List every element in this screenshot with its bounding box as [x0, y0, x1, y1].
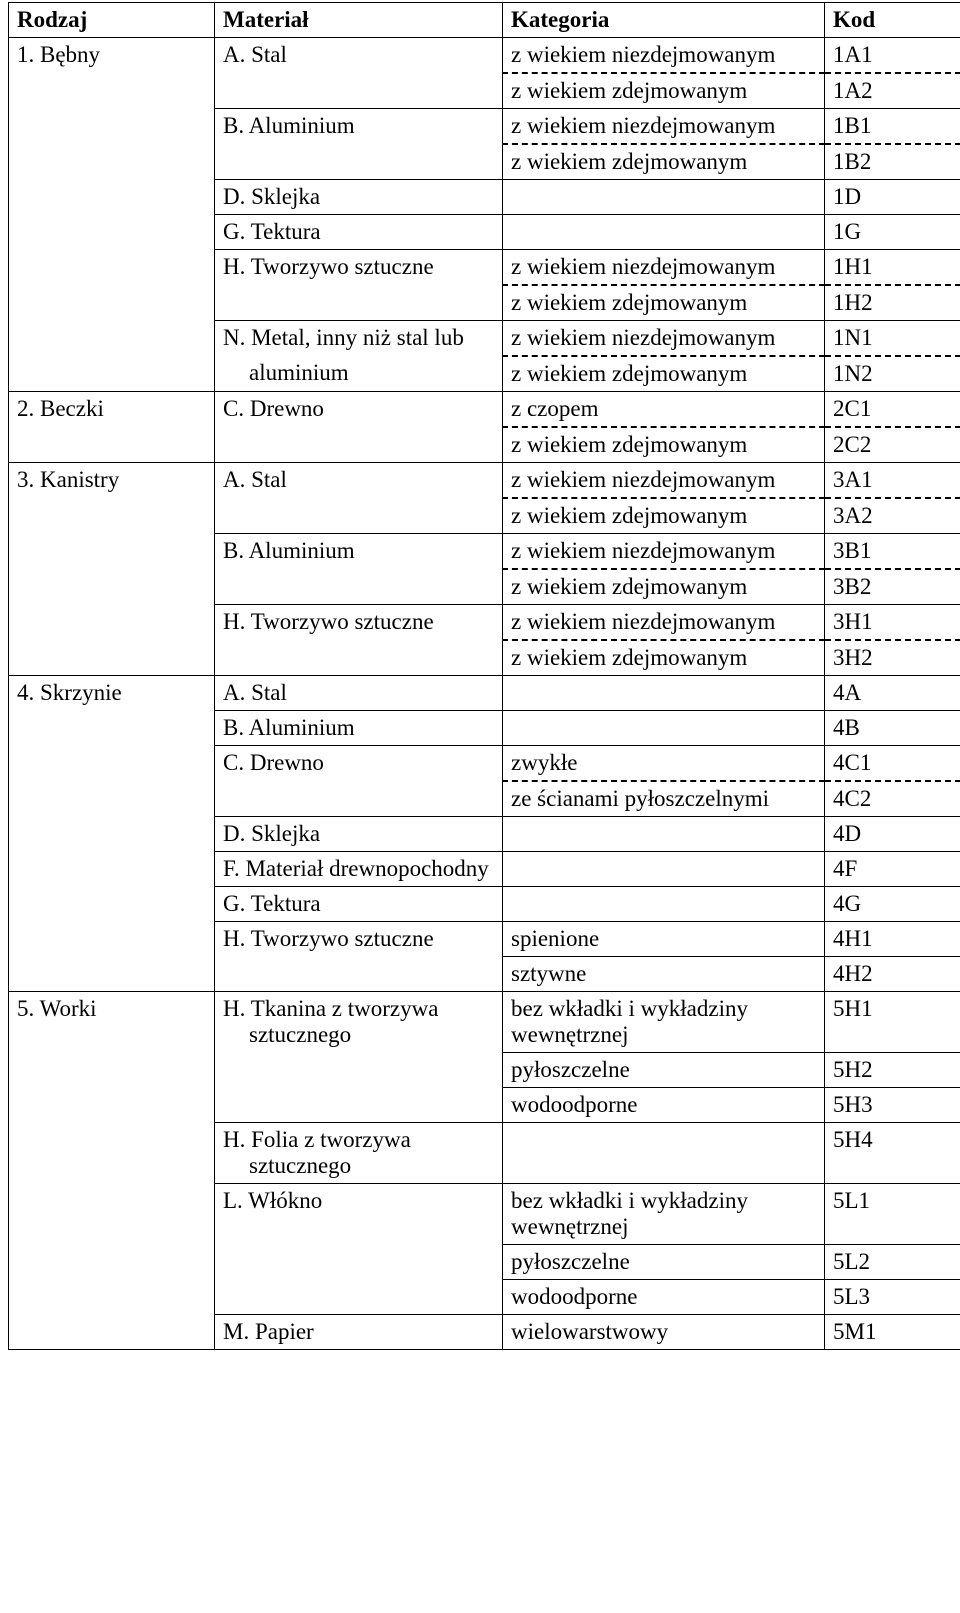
type-cell: 4. Skrzynie: [9, 676, 215, 992]
code-cell: 5H3: [825, 1088, 960, 1123]
code-cell: 4F: [825, 852, 960, 887]
category-cell: [503, 852, 825, 887]
material-cell: N. Metal, inny niż stal lub: [215, 321, 503, 357]
material-cell: aluminium: [215, 356, 503, 392]
category-cell: z wiekiem niezdejmowanym: [503, 250, 825, 286]
category-cell: [503, 817, 825, 852]
material-cell: H. Folia z tworzywa sztucznego: [215, 1123, 503, 1184]
material-cell: B. Aluminium: [215, 711, 503, 746]
code-cell: 4C2: [825, 781, 960, 817]
code-cell: 1B2: [825, 144, 960, 180]
category-cell: zwykłe: [503, 746, 825, 782]
code-cell: 2C1: [825, 392, 960, 428]
header-material: Materiał: [215, 3, 503, 38]
table-row: [9, 676, 960, 711]
header-kod: Kod: [825, 3, 960, 38]
category-cell: [503, 180, 825, 215]
code-cell: 1D: [825, 180, 960, 215]
category-cell: z wiekiem niezdejmowanym: [503, 463, 825, 499]
material-cell: B. Aluminium: [215, 109, 503, 180]
code-cell: 4B: [825, 711, 960, 746]
code-cell: 3H2: [825, 640, 960, 676]
code-cell: 5L1: [825, 1184, 960, 1245]
code-cell: 5L3: [825, 1280, 960, 1315]
code-cell: 1B1: [825, 109, 960, 145]
code-cell: 4H1: [825, 922, 960, 957]
type-cell: 1. Bębny: [9, 38, 215, 392]
table-row: [9, 992, 960, 1053]
category-cell: [503, 887, 825, 922]
category-cell: wodoodporne: [503, 1280, 825, 1315]
category-cell: z wiekiem zdejmowanym: [503, 640, 825, 676]
category-cell: z wiekiem niezdejmowanym: [503, 321, 825, 357]
material-cell: D. Sklejka: [215, 180, 503, 215]
category-cell: [503, 711, 825, 746]
material-cell: C. Drewno: [215, 746, 503, 817]
code-cell: 5L2: [825, 1245, 960, 1280]
code-cell: 5M1: [825, 1315, 960, 1350]
category-cell: z wiekiem niezdejmowanym: [503, 534, 825, 570]
code-cell: 1H2: [825, 285, 960, 321]
code-cell: 3A1: [825, 463, 960, 499]
category-cell: bez wkładki i wykładziny wewnętrznej: [503, 1184, 825, 1245]
category-cell: z wiekiem zdejmowanym: [503, 144, 825, 180]
category-cell: z wiekiem zdejmowanym: [503, 498, 825, 534]
code-cell: 3B1: [825, 534, 960, 570]
material-cell: B. Aluminium: [215, 534, 503, 605]
type-cell: 2. Beczki: [9, 392, 215, 463]
code-cell: 2C2: [825, 427, 960, 463]
material-cell: A. Stal: [215, 38, 503, 109]
category-cell: z wiekiem niezdejmowanym: [503, 605, 825, 641]
code-cell: 1A2: [825, 73, 960, 109]
code-cell: 4A: [825, 676, 960, 711]
code-cell: 1N1: [825, 321, 960, 357]
code-cell: 4H2: [825, 957, 960, 992]
category-cell: z wiekiem zdejmowanym: [503, 285, 825, 321]
category-cell: z wiekiem niezdejmowanym: [503, 109, 825, 145]
material-cell: A. Stal: [215, 676, 503, 711]
code-cell: 4G: [825, 887, 960, 922]
category-cell: [503, 676, 825, 711]
category-cell: bez wkładki i wykładziny wewnętrznej: [503, 992, 825, 1053]
category-cell: pyłoszczelne: [503, 1053, 825, 1088]
code-cell: 5H2: [825, 1053, 960, 1088]
category-cell: sztywne: [503, 957, 825, 992]
category-cell: z wiekiem zdejmowanym: [503, 427, 825, 463]
header-kategoria: Kategoria: [503, 3, 825, 38]
category-cell: z wiekiem zdejmowanym: [503, 569, 825, 605]
material-cell: G. Tektura: [215, 215, 503, 250]
code-cell: 1N2: [825, 356, 960, 392]
material-cell: L. Włókno: [215, 1184, 503, 1315]
code-cell: 5H4: [825, 1123, 960, 1184]
category-cell: z wiekiem niezdejmowanym: [503, 38, 825, 74]
material-cell: A. Stal: [215, 463, 503, 534]
table-header-row: [9, 3, 960, 38]
code-cell: 4C1: [825, 746, 960, 782]
category-cell: z wiekiem zdejmowanym: [503, 356, 825, 392]
header-rodzaj: Rodzaj: [9, 3, 215, 38]
category-cell: [503, 1123, 825, 1184]
material-cell: D. Sklejka: [215, 817, 503, 852]
code-cell: 3B2: [825, 569, 960, 605]
material-cell: H. Tworzywo sztuczne: [215, 250, 503, 321]
table-row: [9, 38, 960, 74]
code-cell: 1A1: [825, 38, 960, 74]
category-cell: spienione: [503, 922, 825, 957]
table-row: [9, 463, 960, 499]
category-cell: z czopem: [503, 392, 825, 428]
code-cell: 3H1: [825, 605, 960, 641]
type-cell: 3. Kanistry: [9, 463, 215, 676]
category-cell: pyłoszczelne: [503, 1245, 825, 1280]
code-cell: 4D: [825, 817, 960, 852]
material-cell: F. Materiał drewnopochodny: [215, 852, 503, 887]
category-cell: z wiekiem zdejmowanym: [503, 73, 825, 109]
material-cell: M. Papier: [215, 1315, 503, 1350]
material-cell: H. Tworzywo sztuczne: [215, 605, 503, 676]
material-cell: C. Drewno: [215, 392, 503, 463]
material-cell: H. Tkanina z tworzywa sztucznego: [215, 992, 503, 1123]
category-cell: [503, 215, 825, 250]
category-cell: ze ścianami pyłoszczelnymi: [503, 781, 825, 817]
code-cell: 5H1: [825, 992, 960, 1053]
material-cell: H. Tworzywo sztuczne: [215, 922, 503, 992]
code-cell: 3A2: [825, 498, 960, 534]
packaging-codes-table: [8, 2, 960, 1350]
code-cell: 1H1: [825, 250, 960, 286]
code-cell: 1G: [825, 215, 960, 250]
type-cell: 5. Worki: [9, 992, 215, 1350]
table-row: [9, 392, 960, 428]
category-cell: wielowarstwowy: [503, 1315, 825, 1350]
material-cell: G. Tektura: [215, 887, 503, 922]
category-cell: wodoodporne: [503, 1088, 825, 1123]
